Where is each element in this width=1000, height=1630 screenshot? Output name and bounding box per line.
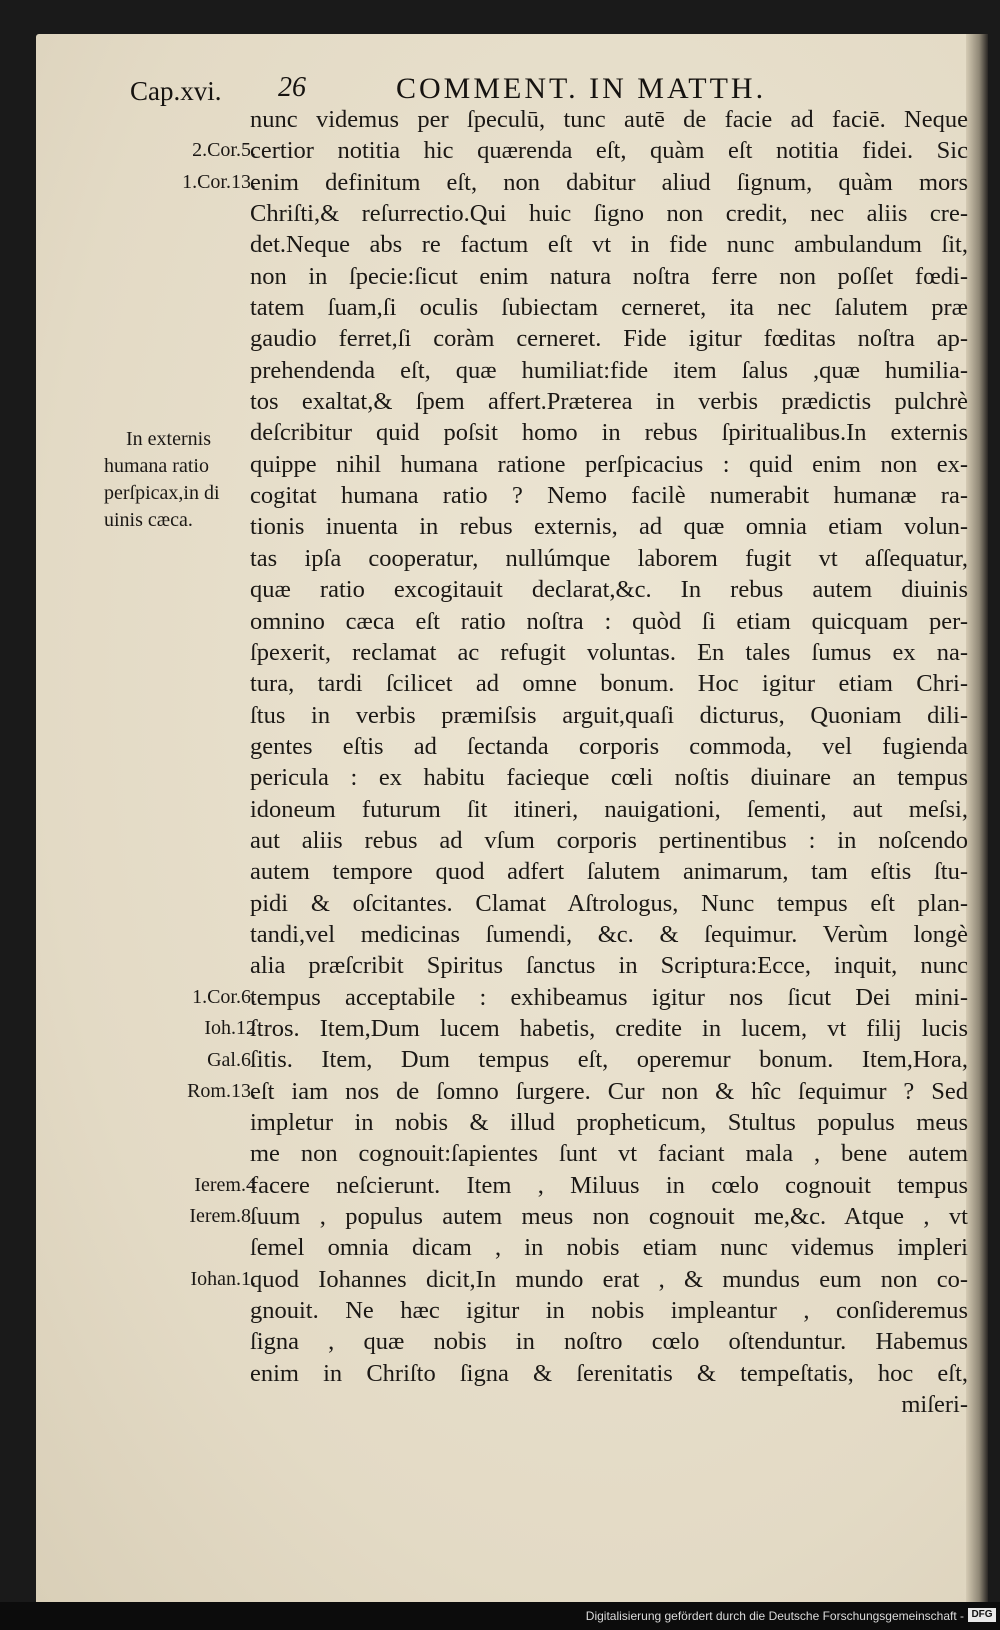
text-line: ſtros. Item,Dum lucem habetis, credite in lucem, vt filij lucis — [250, 1014, 968, 1042]
text-line: gaudio ferret,ſi coràm cerneret. Fide igitur fœditas noſtra ap- — [250, 325, 968, 353]
text-line: omnino cæca eſt ratio noſtra : quòd ſi etiam quicquam per- — [250, 607, 968, 635]
text-line: gnouit. Ne hæc igitur in nobis impleantur , conſideremus — [250, 1297, 968, 1325]
text-line: autem tempore quod adfert ſalutem animarum, tam eſtis ſtu- — [250, 858, 968, 886]
text-line: facere neſcierunt. Item , Miluus in cœlo cognouit tempus — [250, 1171, 968, 1199]
text-line: me non cognouit:ſapientes ſunt vt faciant mala , bene autem — [250, 1140, 968, 1168]
book-page — [36, 34, 988, 1602]
page-number: 26 — [278, 72, 306, 103]
text-line: quippe nihil humana ratione perſpicacius : quid enim non ex- — [250, 450, 968, 478]
text-line: alia præſcribit Spiritus ſanctus in Scriptura:Ecce, inquit, nunc — [250, 952, 968, 980]
text-line: cogitat humana ratio ? Nemo facilè numerabit humanæ ra- — [250, 482, 968, 510]
text-line: ſuum , populus autem meus non cognouit me,&c. Atque , vt — [250, 1203, 968, 1231]
text-line: tandi,vel medicinas ſumendi, &c. & ſequimur. Verùm longè — [250, 920, 968, 948]
page-gutter — [966, 34, 988, 1602]
text-line: pericula : ex habitu facieque cœli noſtis diuinare an tempus — [250, 764, 968, 792]
text-line: deſcribitur quid poſsit homo in rebus ſpiritualibus.In externis — [250, 419, 968, 447]
text-line: enim in Chriſto ſigna & ſerenitatis & tempeſtatis, hoc eſt, — [250, 1359, 968, 1387]
text-line: tatem ſuam,ſi oculis ſubiectam cerneret, ita nec ſalutem præ — [250, 294, 968, 322]
digitization-footer — [0, 1602, 1000, 1630]
text-line: quod Iohannes dicit,In mundo erat , & mundus eum non co- — [250, 1265, 968, 1293]
text-line: miſeri- — [901, 1391, 968, 1419]
dfg-logo: DFG — [968, 1608, 996, 1622]
text-line: prehendenda eſt, quæ humiliat:fide item ſalus ,quæ humilia- — [250, 356, 968, 384]
side-note — [104, 426, 254, 534]
margin-reference: 1.Cor.6. — [192, 985, 256, 1008]
margin-reference: Ioh.12 — [204, 1017, 256, 1040]
text-line: idoneum futurum ſit itineri, nauigationi, ſementi, aut meſsi, — [250, 795, 968, 823]
text-line: ſpexerit, reclamat ac refugit voluntas. En tales ſumus ex na- — [250, 638, 968, 666]
text-line: nunc videmus per ſpeculū, tunc autē de facie ad faciē. Neque — [250, 106, 968, 133]
side-note-line: In externis — [126, 428, 211, 450]
text-line: ſtus in verbis præmiſsis arguit,quaſi dicturus, Quoniam dili- — [250, 701, 968, 729]
text-line: Chriſti,& reſurrectio.Qui huic ſigno non credit, nec aliis cre- — [250, 200, 968, 228]
text-line: pidi & oſcitantes. Clamat Aſtrologus, Nunc tempus eſt plan- — [250, 889, 968, 917]
side-note-line: humana ratio — [104, 455, 209, 477]
margin-reference: Ierem.8. — [189, 1205, 256, 1228]
margin-reference: 2.Cor.5. — [192, 139, 256, 162]
margin-reference: 1.Cor.13. — [182, 170, 256, 193]
chapter-label: Cap.xvi. — [130, 76, 222, 106]
margin-reference: Ierem.4 — [194, 1173, 256, 1196]
running-title: COMMENT. IN MATTH. — [396, 72, 767, 105]
text-line: eſt iam nos de ſomno ſurgere. Cur non & hîc ſequimur ? Sed — [250, 1077, 968, 1105]
text-line: certior notitia hic quærenda eſt, quàm eſt notitia fidei. Sic — [250, 137, 968, 165]
text-line: non in ſpecie:ſicut enim natura noſtra ferre non poſſet fœdi- — [250, 262, 968, 290]
main-text — [250, 104, 968, 1420]
footer-credit: Digitalisierung gefördert durch die Deutsche Forschungsgemeinschaft - — [585, 1609, 964, 1623]
text-line: tionis inuenta in rebus externis, ad quæ omnia etiam volun- — [250, 513, 968, 541]
text-line: quæ ratio excogitauit declarat,&c. In rebus autem diuinis — [250, 576, 968, 604]
margin-reference: Gal.6. — [207, 1048, 256, 1071]
text-line: tura, tardi ſcilicet ad omne bonum. Hoc igitur etiam Chri- — [250, 670, 968, 698]
text-line: aut aliis rebus ad vſum corporis pertinentibus : in noſcendo — [250, 826, 968, 854]
text-line: tas ipſa cooperatur, nullúmque laborem fugit vt aſſequatur, — [250, 544, 968, 572]
side-note-line: perſpicax,in di — [104, 482, 220, 504]
text-line: enim definitum eſt, non dabitur aliud ſignum, quàm mors — [250, 168, 968, 196]
text-line: ſemel omnia dicam , in nobis etiam nunc videmus impleri — [250, 1234, 968, 1262]
text-line: ſitis. Item, Dum tempus eſt, operemur bonum. Item,Hora, — [250, 1046, 968, 1074]
margin-reference: Rom.13. — [187, 1079, 256, 1102]
text-line: tos exaltat,& ſpem affert.Præterea in verbis prædictis pulchrè — [250, 388, 968, 416]
text-line: tempus acceptabile : exhibeamus igitur nos ſicut Dei mini- — [250, 983, 968, 1011]
text-line: ſigna , quæ nobis in noſtro cœlo oſtenduntur. Habemus — [250, 1328, 968, 1356]
margin-reference: Iohan.1. — [190, 1267, 256, 1290]
text-line: det.Neque abs re factum eſt vt in fide nunc ambulandum ſit, — [250, 231, 968, 259]
text-line: gentes eſtis ad ſectanda corporis commoda, vel fugienda — [250, 732, 968, 760]
text-line: impletur in nobis & illud propheticum, Stultus populus meus — [250, 1109, 968, 1136]
side-note-line: uinis cæca. — [104, 509, 193, 531]
